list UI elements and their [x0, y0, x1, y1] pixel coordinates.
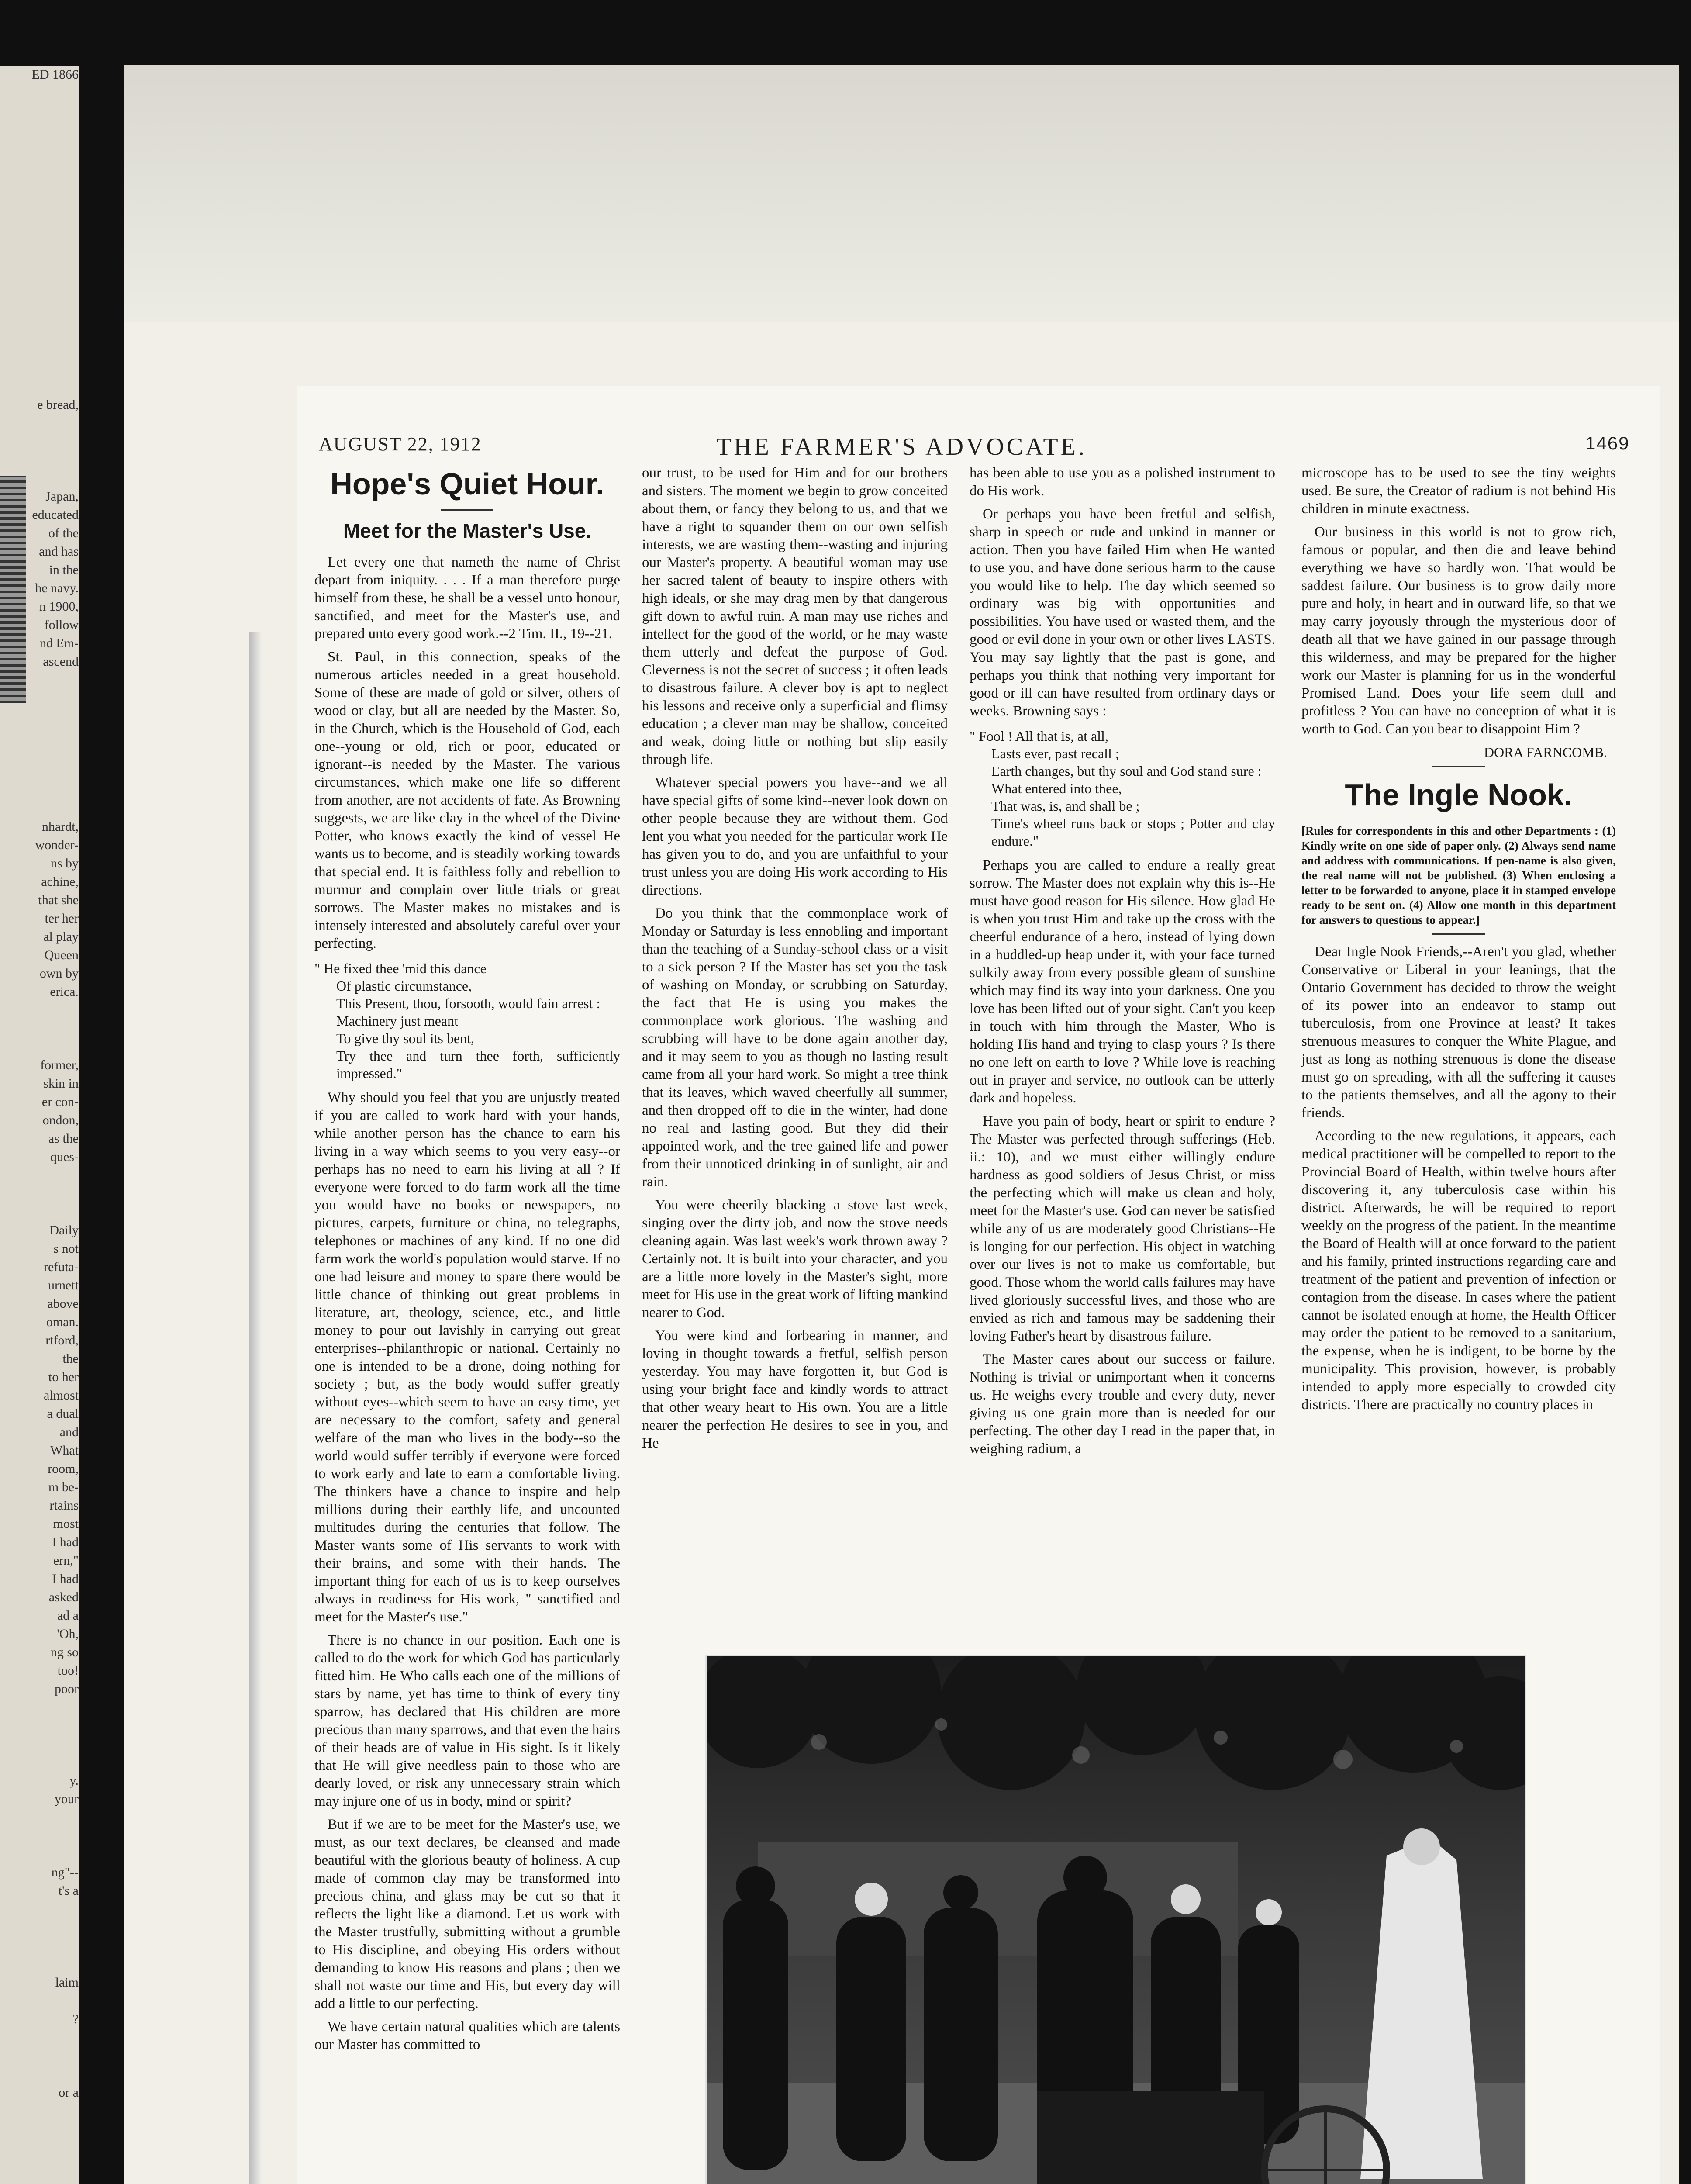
previous-page-line: m be-: [48, 1480, 79, 1494]
previous-page-line: rtains: [49, 1498, 79, 1513]
previous-page-line: your: [55, 1792, 79, 1806]
paragraph: You were cheerily blacking a stove last week, singing over the dirty job, and now the stove needs cleaning again. Was last week's work thrown away ? Certainly not. It is built into your character, and you are a little more lovely in the Master's sight, more meet for His use in the great work of lifting mankind nearer to God.: [642, 1197, 948, 1320]
previous-page-text: [0, 66, 79, 2102]
paragraph: microscope has to be used to see the tiny weights used. Be sure, the Creator of radium is not behind His children in minute exactness.: [1301, 465, 1616, 517]
previous-page-line: [0, 304, 79, 322]
verse-line: What entered into thee,: [991, 781, 1122, 796]
previous-page-line: [0, 451, 79, 469]
previous-page-line: to her: [48, 1370, 79, 1384]
previous-page-line: ascend: [43, 654, 79, 669]
verse-line: " He fixed thee 'mid this dance: [314, 961, 487, 976]
paragraph: Our business in this world is not to grow rich, famous or popular, and then die and leave behind everything we have so hardly won. That would be saddest failure. Our business is to grow daily more pure and holy, in heart and in outward life, so that we may carry joyously through the mysterious door of death all that we have gained in our passage through this wilderness, and may be prepared for the higher work our Master is planning for us in the wonderful Promised Land. Does your life seem dull and profitless ? You can have no conception of what it is worth to God. Can you bear to disappoint Him ?: [1301, 524, 1616, 737]
scripture-text: Let every one that nameth the name of Christ depart from iniquity. . . . If a man therefore purge himself from these, he shall be a vessel unto honour, sanctified, and meet for the Master's use, and prepared unto every good work.--2 Tim. II., 19--21.: [314, 554, 620, 642]
previous-page-line: Daily: [49, 1223, 79, 1237]
previous-page-line: ED 1866: [31, 67, 79, 82]
photograph: [705, 1655, 1526, 2184]
previous-page-line: Queen: [44, 948, 79, 962]
previous-page-line: or a: [59, 2085, 79, 2100]
previous-page-line: [0, 359, 79, 377]
previous-page-line: [0, 1185, 79, 1203]
verse-line: Of plastic circumstance,: [336, 978, 472, 994]
previous-page-line: [0, 157, 79, 176]
previous-page-line: [0, 414, 79, 432]
column-4: [1301, 464, 1616, 1635]
previous-page-line: and: [59, 1425, 79, 1439]
previous-page-line: [0, 176, 79, 194]
previous-page-line: [0, 102, 79, 121]
previous-page-line: [0, 139, 79, 157]
column-2: [642, 464, 948, 1635]
previous-page-line: wonder-: [35, 838, 79, 852]
previous-page-line: too!: [57, 1663, 79, 1678]
paragraph: You were kind and forbearing in manner, and loving in thought towards a fretful, selfish person yesterday. You may have forgotten it, but God is using your bright face and kindly words to attract that other weary heart to His own. You are a little nearer the perfection He desires to see in you, and He: [642, 1328, 948, 1451]
previous-page-line: a dual: [47, 1406, 79, 1421]
section-rule: [1432, 766, 1485, 767]
previous-page-line: [0, 377, 79, 396]
previous-page-line: [0, 1827, 79, 1845]
correspondence-rules: [Rules for correspondents in this and other Departments : (1) Kindly write on one side of paper only. (2) Always send name and address with communications. If pen-name is also given, the real name will not be published. (3) When enclosing a letter to be forwarded to anyone, place it in stamped envelope ready to be sent on. (4) Allow one month in this department for answers to questions to appear.]: [1301, 824, 1616, 926]
previous-page-line: [0, 708, 79, 726]
previous-page-line: [0, 1845, 79, 1863]
previous-page-line: What: [50, 1443, 79, 1458]
previous-page-line: rtford,: [45, 1333, 79, 1348]
paragraph: Perhaps you are called to endure a really great sorrow. The Master does not explain why this is--He must have good reason for His silence. How glad He is when you trust Him and take up the cross with the cheerful endurance of a hero, instead of lying down in a huddled-up heap under it, with your face turned sulkily away from every possible gleam of sunshine which may find its way into your darkness. One you love has been lifted out of your sight. Can't you keep in touch with him through the Master, Who is holding His hand and trying to clasp yours ? Is there no one left on earth to love ? While love is reaching out in prayer and service, no outlook can be utterly dark and hopeless.: [970, 857, 1275, 1106]
verse-quote: [314, 960, 620, 1082]
previous-page-line: er con-: [41, 1095, 79, 1109]
paragraph: Dear Ingle Nook Friends,--Aren't you glad, whether Conservative or Liberal in your leanings, that the Ontario Government has decided to throw the weight of its power into an endeavor to stamp out tuberculosis, from one Province at least? It takes strenuous measures to conquer the White Plague, and just as long as nothing strenuous is done the disease must go on spreading, with all the suffering it causes to the patients themselves, and all the agony to their friends.: [1301, 944, 1616, 1121]
previous-page-line: al play: [43, 930, 79, 944]
paragraph: Do you think that the commonplace work of Monday or Saturday is less ennobling and important than the teaching of a Sunday-school class or a visit to a sick person ? If the Master has set you the task of washing on Monday, or scrubbing on Saturday, the fact that He is using you makes the commonplace work glorious. The washing and scrubbing will have to be done again another day, and it may seem to you as though no lasting result came from all your hard work. So might a tree think that its leaves, which waved cheerfully all summer, and then dropped off to die in the winter, had done no real and lasting good. But they did their appointed work, and the tree gained life and power from their unnoticed drinking in of sunlight, air and rain.: [642, 905, 948, 1190]
previous-page-line: follow: [44, 618, 79, 632]
previous-page-line: [0, 231, 79, 249]
previous-page-line: refuta-: [44, 1260, 79, 1274]
previous-page-line: [0, 1900, 79, 1918]
previous-page-line: [0, 322, 79, 341]
previous-page-line: [0, 432, 79, 451]
previous-page-line: educated: [32, 508, 79, 522]
previous-page-line: oman.: [46, 1315, 79, 1329]
previous-page-line: 'Oh,: [57, 1627, 79, 1641]
previous-page-line: of the: [48, 526, 79, 540]
column-1: [314, 464, 620, 2184]
previous-page-line: asked: [48, 1590, 79, 1604]
previous-page-line: [0, 84, 79, 102]
previous-page-line: [0, 1955, 79, 1973]
verse-line: To give thy soul its bent,: [336, 1030, 474, 1046]
previous-page-line: ng so: [50, 1645, 79, 1659]
previous-page-line: most: [53, 1517, 79, 1531]
previous-page-line: erica.: [50, 985, 79, 999]
previous-page-line: [0, 744, 79, 763]
paragraph: our trust, to be used for Him and for our brothers and sisters. The moment we begin to grow conceited about them, or fancy they belong to us, and that we have a right to squander them on our own selfish interests, we are wasting them--wasting and injuring our Master's property. A beautiful woman may use her sacred talent of beauty to inspire others with high ideals, or she may drag men by that dangerous gift down to awful ruin. A man may use riches and intellect for the good of the world, or he may waste them utterly and defeat the purpose of God. Cleverness is not the secret of success ; it often leads to disastrous failure. A clever boy is apt to neglect his lessons and receive only a superficial and flimsy education ; a clever man may be shallow, conceited and weak, doing little or nothing but slip easily through life.: [642, 465, 948, 767]
previous-page-line: former,: [40, 1058, 79, 1072]
previous-page-line: poor: [55, 1682, 79, 1696]
paragraph: Why should you feel that you are unjustly treated if you are called to work hard with your hands, while another person has the chance to earn his living in a way which seems to you very easy--or perhaps has no need to earn his living at all ? If everyone were forced to do farm work all the time you would have no books or newspapers, no pictures, carpets, furniture or china, no telegraphs, telephones or machines of any kind. If no one did farm work the world's population would starve. If no one had leisure and money to spare there would be little chance of thinking out great problems in literature, art, theology, science, etc., and little money to pour out lavishly in carrying out great enterprises--philanthropic or national. Certainly no one is intended to be a drone, doing nothing for society ; but, as the body would suffer greatly without eyes--which seem to have an easy time, yet are necessary to the comfort, safety and general welfare of the man who lives in the body--so the world would suffer terribly if everyone were forced to work early and late to earn a comfortable living. The thinkers have a chance to inspire and help millions during their earthly life, and uncounted multitudes during the centuries that follow. The Master wants some of His servants to work with their brains, and some with their hands. The important thing for each of us is to keep ourselves always in readiness for His work, " sanctified and meet for the Master's use.": [314, 1090, 620, 1625]
verse-line: This Present, thou, forsooth, would fain arrest :: [336, 995, 600, 1011]
page-number: 1469: [1585, 433, 1630, 453]
paragraph: There is no chance in our position. Each one is called to do the work for which God has particularly fitted him. He Who calls each one of the millions of stars by name, yet has time to think of every tiny sparrow, has declared that His children are more precious than many sparrows, and that even the hairs of their heads are of value in His sight. Is it likely that He will give needless pain to those who are dearly loved, or risk any unnecessary strain which may injure one of us in body, mind or spirit?: [314, 1632, 620, 1809]
photo-king-queen-visiting-sick: [705, 1655, 1526, 2184]
previous-page-line: Japan,: [45, 489, 79, 504]
section-rule: [1432, 933, 1485, 935]
paragraph: The Master cares about our success or failure. Nothing is trivial or unimportant when it concerns us. He weighs every trouble and every duty, never giving us one grain more than is needed for our perfecting. The other day I read in the paper that, in weighing radium, a: [970, 1351, 1275, 1457]
previous-page-line: [0, 799, 79, 818]
previous-page-line: above: [47, 1296, 79, 1311]
previous-page-engraving: [0, 476, 26, 703]
paragraph: We have certain natural qualities which are talents our Master has committed to: [314, 2019, 620, 2053]
previous-page-line: ques-: [50, 1150, 79, 1164]
verse-line: " Fool ! All that is, at all,: [970, 728, 1108, 744]
previous-page-line: [0, 781, 79, 799]
previous-page-line: [0, 1698, 79, 1717]
previous-page-line: [0, 2065, 79, 2084]
verse-quote: [970, 727, 1275, 850]
sheet-top-margin: [124, 65, 1679, 322]
header-date: AUGUST 22, 1912: [319, 433, 482, 455]
previous-page-line: I had: [52, 1535, 79, 1549]
previous-page-line: room,: [48, 1462, 79, 1476]
paragraph: Or perhaps you have been fretful and selfish, sharp in speech or rude and unkind in manner or action. Then you have failed Him when He wanted to use you, and have done serious harm to the cause you would like to help. The day which seemed so ordinary was big with opportunities and possibilities. You have used or wasted them, and the good or evil done in your own or other lives LASTS. You may say lightly that the past is gone, and perhaps you think that nothing very important for good or ill can have resulted from ordinary days or weeks. Browning says :: [970, 506, 1275, 719]
previous-page-line: that she: [38, 893, 79, 907]
ingle-nook-heading: The Ingle Nook.: [1345, 778, 1573, 812]
previous-page-line: n 1900,: [39, 599, 79, 614]
previous-page-line: [0, 341, 79, 359]
header-title: THE FARMER'S ADVOCATE.: [716, 433, 1087, 460]
page-fold-shadow: [249, 632, 262, 2184]
previous-page-line: [0, 121, 79, 139]
previous-page-line: nd Em-: [39, 636, 79, 650]
previous-page-line: [0, 1019, 79, 1038]
previous-page-line: [0, 2047, 79, 2065]
previous-page-line: ter her: [45, 911, 79, 926]
verse-line: Lasts ever, past recall ;: [991, 746, 1119, 761]
verse-line: Machinery just meant: [336, 1013, 459, 1029]
previous-page-line: [0, 1992, 79, 2010]
verse-line: Earth changes, but thy soul and God stand sure :: [991, 763, 1262, 779]
previous-page-line: [0, 194, 79, 212]
verse-line: That was, is, and shall be ;: [991, 798, 1140, 814]
previous-page-line: [0, 286, 79, 304]
paragraph: St. Paul, in this connection, speaks of the numerous articles needed in a great household. Some of these are made of gold or silver, others of wood or clay, but all are needed by the Master. So, in the Church, which is the Household of God, each one--young or old, rich or poor, educated or ignorant--is needed by the Master. The various circumstances, which make one life so different from another, are not accidents of fate. As Browning suggests, we are like clay in the wheel of the Divine Potter, who knows exactly the kind of vessel He wants us to become, and is steadily working towards that special end. It is faithless folly and rebellion to murmur and complain over little trials or great sorrows. The Master makes no mistakes and is intensely interested and absolutely careful over your perfecting.: [314, 649, 620, 951]
previous-page-line: own by: [39, 966, 79, 981]
previous-page-line: [0, 1038, 79, 1056]
previous-page-line: t's a: [58, 1883, 79, 1898]
verse-line: Try thee and turn thee forth, sufficiently impressed.": [336, 1048, 620, 1081]
previous-page-line: he navy.: [35, 581, 79, 595]
paragraph: But if we are to be meet for the Master's use, we must, as our text declares, be cleansed and made beautiful with the glorious beauty of holiness. A cup made of common clay may be transformed into precious china, and glass may be cut so that it reflects the light like a diamond. Let us work with the Master trustfully, submitting without a grumble to His discipline, and obeying His orders without demanding to know His reasons and plans ; then we shall not waste our time and His, but every day will add a little to our perfecting.: [314, 1817, 620, 2011]
heading-rule: [441, 509, 493, 511]
previous-page-line: [0, 1937, 79, 1955]
previous-page-line: laim: [55, 1975, 79, 1990]
previous-page-line: nhardt,: [41, 819, 79, 834]
previous-page-line: [0, 1753, 79, 1772]
paragraph: has been able to use you as a polished instrument to do His work.: [970, 465, 1275, 499]
previous-page-line: [0, 1166, 79, 1185]
previous-page-line: [0, 249, 79, 267]
previous-page-line: [0, 1808, 79, 1827]
hope-heading: Hope's Quiet Hour.: [330, 467, 604, 501]
previous-page-line: in the: [49, 563, 79, 577]
hope-subheading: Meet for the Master's Use.: [343, 519, 592, 542]
previous-page-line: [0, 212, 79, 231]
previous-page-line: [0, 1203, 79, 1221]
previous-page-line: [0, 1717, 79, 1735]
paragraph: According to the new regulations, it appears, each medical practitioner will be compelled to report to the Provincial Board of Health, within twelve hours after discovering it, any tuberculosis case within his district. Afterwards, he will be required to report weekly on the progress of the patient. In the meantime the Board of Health will at once forward to the patient and his family, printed instructions regarding care and treatment of the patient and prevention of infection or contagion from the disease. In cases where the patient cannot be isolated enough at home, the Health Officer may order the patient to be removed to a sanitarium, the expense, when he is indigent, to be borne by the municipality. This provision, however, is probably intended to apply more especially to crowded city districts. There are practically no country places in: [1301, 1128, 1616, 1413]
previous-page-line: [0, 267, 79, 286]
previous-page-line: [0, 763, 79, 781]
previous-page-line: achine,: [41, 874, 79, 889]
newspaper-page: [297, 386, 1660, 2184]
paragraph: Have you pain of body, heart or spirit to endure ? The Master was perfected through sufferings (Heb. ii.: 10), and we must either willingly endure hardness as good soldiers of Jesus Christ, or miss the perfecting which will make us clean and holy, meet for the Master's use. God can never be satisfied while any of us are moderately good Christians--He is longing for our perfection. His object in watching over our lives is not to make us comfortable, but good. Those whom the world calls failures may have lived gloriously successful lives, and those who are envied as rich and famous may be saddening their loving Father's heart by disastrous failure.: [970, 1113, 1275, 1344]
previous-page-line: skin in: [43, 1076, 79, 1091]
previous-page-line: y.: [69, 1773, 79, 1788]
previous-page-line: [0, 726, 79, 744]
paragraph: Whatever special powers you have--and we all have special gifts of some kind--never look down on other people because they are without them. God lent you what you needed for the particular work He has given you to do, and you are unfaithful to your trust unless you are doing His work according to His directions.: [642, 775, 948, 898]
previous-page-line: the: [62, 1351, 79, 1366]
previous-page-line: s not: [53, 1241, 79, 1256]
previous-page-line: almost: [44, 1388, 79, 1403]
previous-page-line: ad a: [57, 1608, 79, 1623]
previous-page-line: ern,": [53, 1553, 79, 1568]
previous-page-line: I had: [52, 1572, 79, 1586]
previous-page-line: ng"--: [51, 1865, 79, 1880]
previous-page-line: [0, 1918, 79, 1937]
previous-page-line: urnett: [48, 1278, 79, 1292]
previous-page-line: ?: [72, 2012, 79, 2026]
previous-page-line: [0, 1735, 79, 1753]
column-3: [970, 464, 1275, 1635]
previous-page-line: as the: [48, 1131, 79, 1146]
previous-page-line: and has: [39, 544, 79, 559]
scanned-sheet: [124, 65, 1679, 2184]
previous-page-line: e bread,: [37, 397, 79, 412]
previous-page-strip: [0, 66, 79, 2184]
previous-page-line: ns by: [50, 856, 79, 871]
previous-page-line: [0, 1001, 79, 1019]
previous-page-line: ondon,: [42, 1113, 79, 1127]
author-signature: DORA FARNCOMB.: [1484, 744, 1607, 760]
previous-page-line: [0, 2028, 79, 2047]
verse-line: Time's wheel runs back or stops ; Potter and clay endure.": [991, 816, 1275, 849]
